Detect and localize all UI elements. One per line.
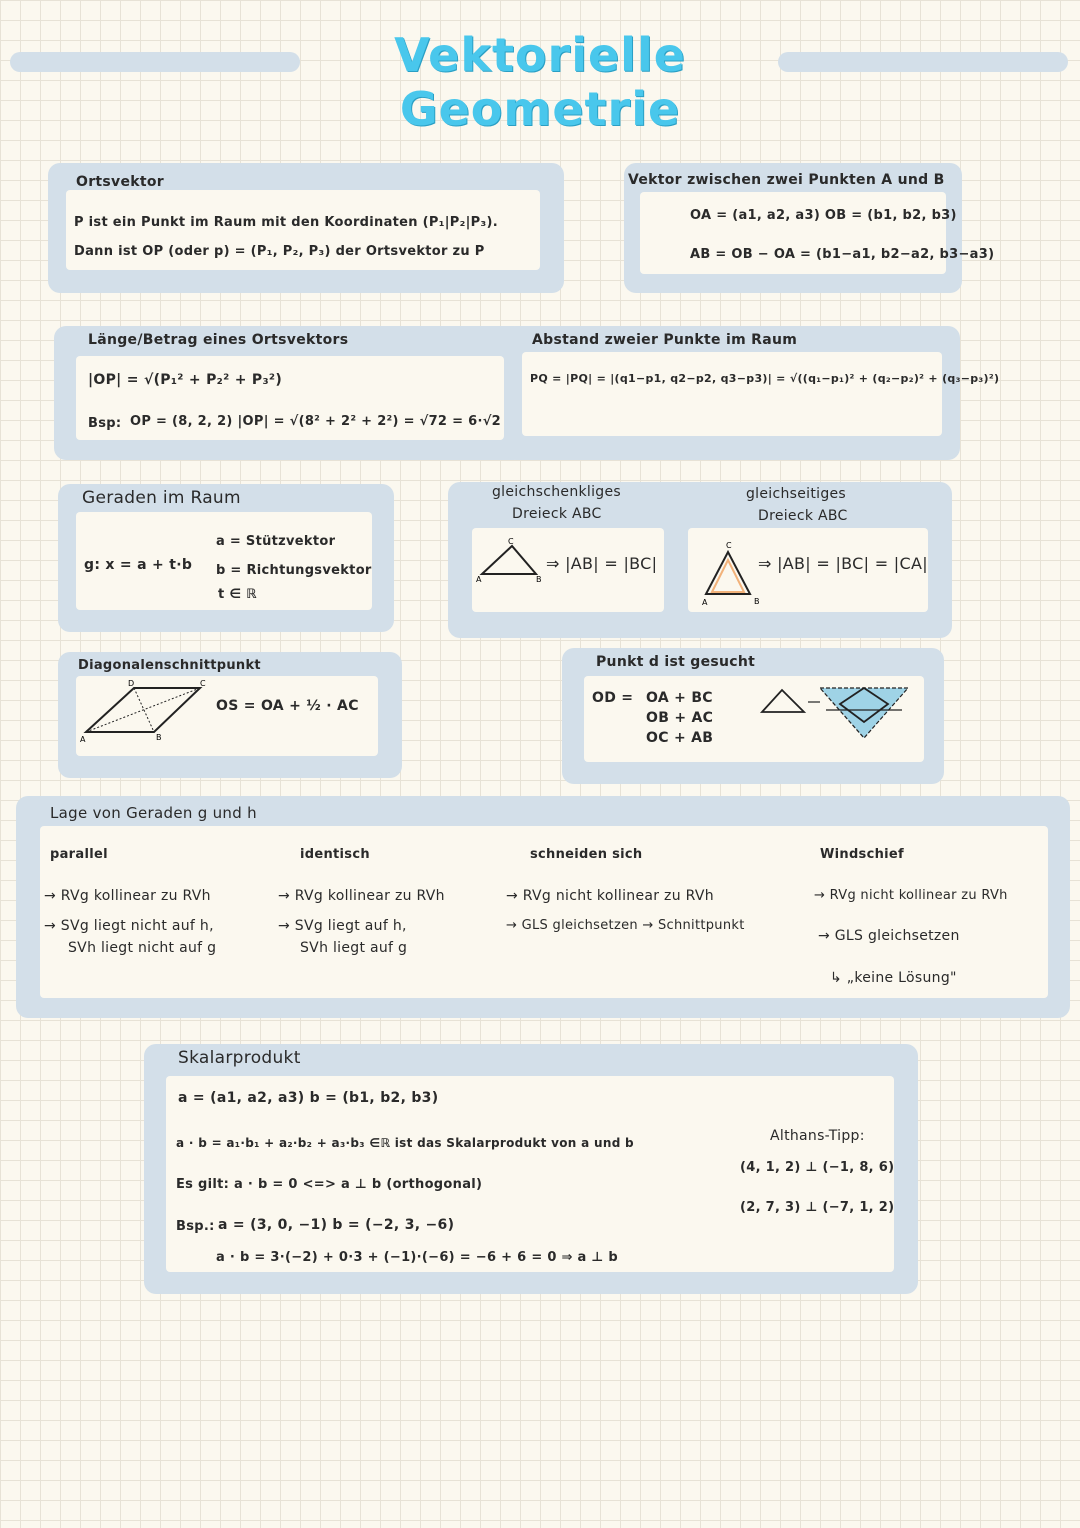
geraden-heading: Geraden im Raum [82,488,241,508]
skalar-example-calc: a · b = 3·(−2) + 0·3 + (−1)·(−6) = −6 + 6 = 0 ⇒ a ⊥ b [216,1250,619,1265]
ortsvektor-line1: P ist ein Punkt im Raum mit den Koordinaten (P₁|P₂|P₃). [74,215,498,230]
abstand-heading: Abstand zweier Punkte im Raum [532,332,798,348]
card-abstand-inner [522,352,942,436]
punkt-d-triangles-figure [756,682,916,742]
gleichschenklig-heading2: Dreieck ABC [512,506,602,522]
lage-schneiden-line1: → RVg nicht kollinear zu RVh [506,888,714,904]
skalar-example-label: Bsp.: [176,1219,215,1234]
gleichseitig-formula: ⇒ |AB| = |BC| = |CA| [758,554,928,573]
vektor-zwischen-line2: AB = OB − OA = (b1−a1, b2−a2, b3−a3) [690,247,995,262]
geraden-def-richtungsvektor: b = Richtungsvektor [216,563,372,578]
geraden-equation: g: x = a + t·b [84,557,193,573]
skalar-tip-heading: Althans-Tipp: [770,1128,865,1144]
skalar-vectors: a = (a1, a2, a3) b = (b1, b2, b3) [178,1090,439,1106]
label-c: C [726,541,732,550]
vektor-zwischen-line1: OA = (a1, a2, a3) OB = (b1, b2, b3) [690,208,957,223]
skalar-rule: Es gilt: a · b = 0 <=> a ⊥ b (orthogonal) [176,1177,483,1192]
lage-parallel-line3: SVh liegt nicht auf g [68,940,217,956]
skalar-heading: Skalarprodukt [178,1048,301,1068]
punkt-d-row2: OB + AC [646,710,714,726]
label-d: D [128,679,135,688]
gleichseitig-heading2: Dreieck ABC [758,508,848,524]
lage-heading: Lage von Geraden g und h [50,804,257,822]
diagonalen-heading: Diagonalenschnittpunkt [78,658,261,673]
lage-identisch-title: identisch [300,847,370,862]
label-c: C [200,679,206,688]
lage-parallel-line1: → RVg kollinear zu RVh [44,888,211,904]
page-title: Vektorielle Geometrie [394,28,686,136]
equilateral-triangle-figure [700,542,760,606]
header-bar-left [10,52,300,72]
label-b: B [156,733,162,742]
lage-windschief-line3: ↳ „keine Lösung" [830,970,957,986]
lage-schneiden-line2: → GLS gleichsetzen → Schnittpunkt [506,918,745,933]
lage-windschief-line2: → GLS gleichsetzen [818,928,960,944]
lage-windschief-title: Windschief [820,847,904,862]
lage-identisch-line1: → RVg kollinear zu RVh [278,888,445,904]
lage-identisch-line2: → SVg liegt auf h, [278,918,407,934]
geraden-def-stuetzvektor: a = Stützvektor [216,534,336,549]
laenge-example-label: Bsp: [88,416,122,431]
punkt-d-lhs: OD = [592,690,634,706]
ortsvektor-line2: Dann ist OP (oder p) = (P₁, P₂, P₃) der Ortsvektor zu P [74,244,485,259]
lage-schneiden-title: schneiden sich [530,847,643,862]
laenge-formula: |OP| = √(P₁² + P₂² + P₃²) [88,372,283,388]
label-a: A [702,598,708,607]
gleichschenklig-heading1: gleichschenkliges [492,484,621,500]
punkt-d-row1: OA + BC [646,690,713,706]
lage-parallel-line2: → SVg liegt nicht auf h, [44,918,214,934]
gleichseitig-heading1: gleichseitiges [746,486,847,502]
punkt-d-heading: Punkt d ist gesucht [596,654,756,670]
skalar-tip1: (4, 1, 2) ⊥ (−1, 8, 6) [740,1160,895,1175]
abstand-formula: PQ = |PQ| = |(q1−p1, q2−p2, q3−p3)| = √((q₁−p₁)² + (q₂−p₂)² + (q₃−p₃)²) [530,372,1000,385]
diagonalen-formula: OS = OA + ½ · AC [216,698,359,714]
label-b: B [754,597,760,606]
header-bar-right [778,52,1068,72]
punkt-d-row3: OC + AB [646,730,714,746]
parallelogram-figure [76,679,206,744]
vektor-zwischen-heading: Vektor zwischen zwei Punkten A und B [628,172,945,188]
ortsvektor-heading: Ortsvektor [76,174,164,190]
label-b: B [536,575,542,584]
label-a: A [476,575,482,584]
skalar-example-vectors: a = (3, 0, −1) b = (−2, 3, −6) [218,1217,455,1233]
label-a: A [80,735,86,744]
lage-identisch-line3: SVh liegt auf g [300,940,408,956]
label-c: C [508,537,514,546]
skalar-definition: a · b = a₁·b₁ + a₂·b₂ + a₃·b₃ ∈ℝ ist das Skalarprodukt von a und b [176,1136,634,1150]
lage-windschief-line1: → RVg nicht kollinear zu RVh [814,888,1008,903]
gleichschenklig-formula: ⇒ |AB| = |BC| [546,554,658,573]
lage-parallel-title: parallel [50,847,108,862]
geraden-def-t: t ∈ ℝ [218,587,257,602]
laenge-example: OP = (8, 2, 2) |OP| = √(8² + 2² + 2²) = √72 = 6·√2 [130,414,502,429]
skalar-tip2: (2, 7, 3) ⊥ (−7, 1, 2) [740,1200,895,1215]
isosceles-triangle-figure [474,537,544,584]
laenge-heading: Länge/Betrag eines Ortsvektors [88,332,349,348]
